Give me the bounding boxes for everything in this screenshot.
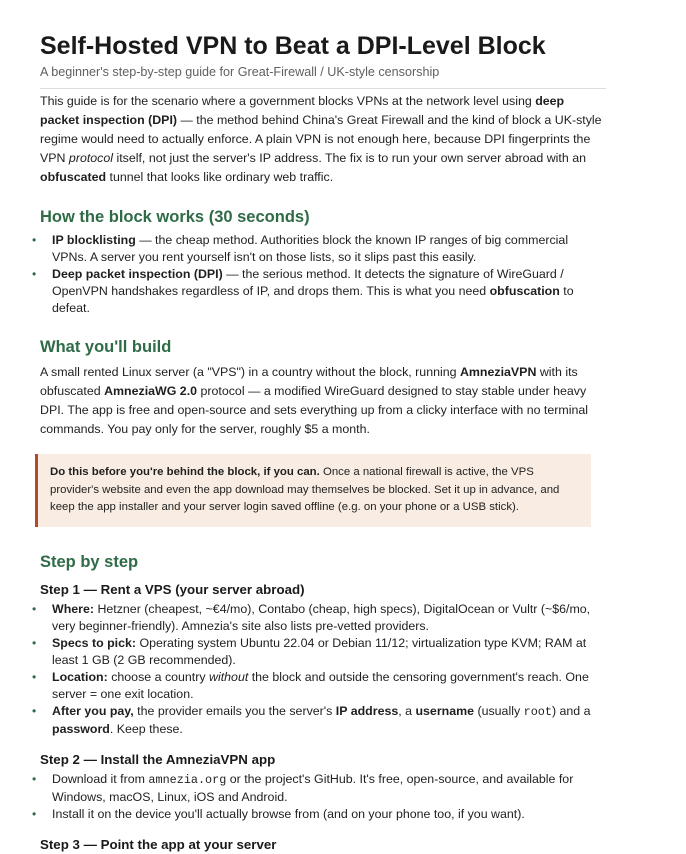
item-label: Specs to pick: <box>52 635 137 650</box>
intro-text: — the method behind China's Great Firewall and the kind of block a UK-style regime would need to actually enforce. A plain VPN is not enough here, because DPI fingerprints the VPN <box>40 113 602 165</box>
list-item <box>40 806 606 823</box>
callout-bold: Do this before you're behind the block, if you can. <box>50 466 320 478</box>
intro-text: tunnel that looks like ordinary web traffic. <box>106 170 334 184</box>
item-text: ) and a <box>551 703 591 718</box>
item-label: IP blocklisting <box>52 233 136 247</box>
document <box>40 30 606 854</box>
build-text: A small rented Linux server (a "VPS") in a country without the block, running <box>40 365 460 379</box>
page-title: Self-Hosted VPN to Beat a DPI-Level Block <box>40 32 546 60</box>
build-text: protocol — a modified WireGuard designed to stay stable under heavy DPI. The app is free and open-source and sets everything up from a clicky interface with no terminal commands. You pay only for the server, roughly $5 a month. <box>40 384 588 436</box>
how-list <box>40 232 606 317</box>
build-paragraph <box>40 363 606 439</box>
item-text: (usually <box>474 703 524 718</box>
section-heading-how: How the block works (30 seconds) <box>40 208 310 226</box>
item-label: After you pay, <box>52 703 134 718</box>
item-label: Deep packet inspection (DPI) <box>52 267 223 281</box>
step-1-list <box>40 601 606 738</box>
step-3-title: Step 3 — Point the app at your server <box>40 836 277 852</box>
item-code: amnezia.org <box>148 772 227 787</box>
build-bold-amneziawg: AmneziaWG 2.0 <box>104 384 198 398</box>
item-text: the block and outside the censoring government's reach. One server = one exit location. <box>52 669 589 701</box>
intro-bold-obfuscated: obfuscated <box>40 170 107 184</box>
item-italic: without <box>209 669 249 684</box>
build-text: with its obfuscated <box>40 365 578 398</box>
divider <box>40 88 606 89</box>
item-text: Hetzner (cheapest, ~€4/mo), Contabo (cheap, high specs), DigitalOcean or Vultr (~$6/mo, very beginner-friendly). Amnezia's site also lists pre-vetted providers. <box>52 601 591 633</box>
list-item <box>40 771 606 806</box>
section-heading-steps: Step by step <box>40 552 139 571</box>
build-bold-amneziavpn: AmneziaVPN <box>459 365 537 379</box>
item-text: , a <box>398 703 416 718</box>
item-text: — the serious method. It detects the signature of WireGuard / OpenVPN handshakes regardless of IP, and drops them. This is what you need <box>52 267 564 298</box>
list-item <box>40 232 606 266</box>
list-item <box>40 703 606 738</box>
intro-paragraph <box>40 92 606 187</box>
item-text: the provider emails you the server's <box>133 703 336 718</box>
callout-text <box>50 464 577 517</box>
item-text: to defeat. <box>52 284 574 315</box>
list-item <box>40 266 606 317</box>
callout-body: Once a national firewall is active, the VPS provider's website and even the app download may themselves be blocked. Set it up in advance, and keep the app installer and your server login saved offline (e.g. on your phone or a USB stick). <box>50 466 560 513</box>
item-text: choose a country <box>107 669 210 684</box>
intro-bold-dpi: deep packet inspection (DPI) <box>40 94 565 127</box>
intro-text: itself, not just the server's IP address. The fix is to run your own server abroad with an <box>113 151 586 165</box>
item-text: Download it from <box>52 771 149 786</box>
item-text: or the project's GitHub. It's free, open-source, and available for Windows, macOS, Linux, iOS and Android. <box>52 771 574 804</box>
list-item <box>40 669 606 703</box>
item-text: . Keep these. <box>109 721 183 736</box>
step-2-list <box>40 771 606 823</box>
warning-callout <box>35 454 591 527</box>
item-label: Where: <box>52 601 94 616</box>
item-bold: IP address <box>335 703 399 718</box>
item-text: — the cheap method. Authorities block the known IP ranges of big commercial VPNs. A server you rent yourself isn't on those lists, so it slips past this easily. <box>52 233 569 264</box>
item-text: Operating system Ubuntu 22.04 or Debian 11/12; virtualization type KVM; RAM at least 1 GB (2 GB recommended). <box>52 635 587 667</box>
page-subtitle: A beginner's step-by-step guide for Great-Firewall / UK-style censorship <box>40 65 440 79</box>
step-2-title: Step 2 — Install the AmneziaVPN app <box>40 751 276 767</box>
step-1-title: Step 1 — Rent a VPS (your server abroad) <box>40 581 305 597</box>
item-label: Location: <box>52 669 108 684</box>
item-text: Install it on the device you'll actually browse from (and on your phone too, if you want). <box>52 806 525 821</box>
section-heading-build: What you'll build <box>40 338 172 356</box>
item-bold: obfuscation <box>489 284 560 298</box>
intro-italic-protocol: protocol <box>68 151 114 165</box>
list-item <box>40 635 606 669</box>
list-item <box>40 601 606 635</box>
intro-text: This guide is for the scenario where a government blocks VPNs at the network level using <box>40 94 536 108</box>
item-bold: username <box>415 703 475 718</box>
item-bold: password <box>52 721 110 736</box>
item-code: root <box>523 704 552 719</box>
